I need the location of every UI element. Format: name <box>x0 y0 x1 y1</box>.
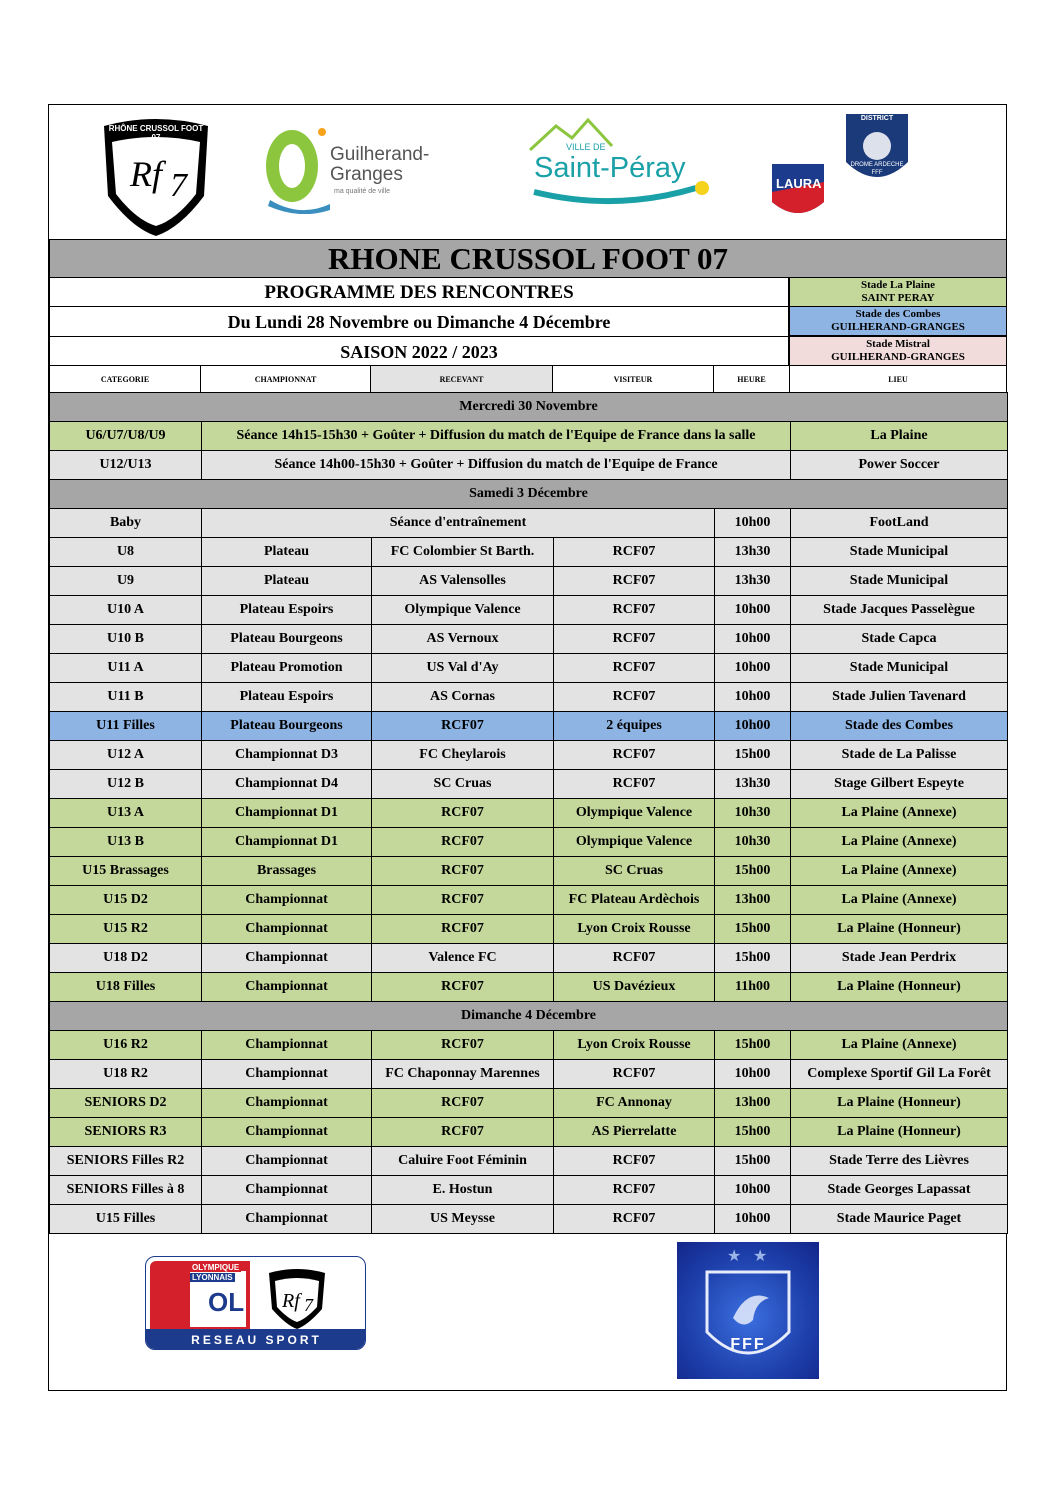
cell-lieu: Power Soccer <box>791 451 1008 480</box>
schedule-row <box>50 886 1008 915</box>
cell-lieu: Complexe Sportif Gil La Forêt <box>791 1060 1008 1089</box>
schedule-row <box>50 596 1008 625</box>
cell-visiteur: Olympique Valence <box>554 799 715 828</box>
cell-categorie: U15 Brassages <box>50 857 202 886</box>
laura-logo <box>770 162 826 222</box>
cell-lieu: Stade Capca <box>791 625 1008 654</box>
cell-lieu: La Plaine (Annexe) <box>791 799 1008 828</box>
cell-recevant: FC Cheylarois <box>372 741 554 770</box>
day-header-row <box>50 1002 1008 1031</box>
cell-recevant: Caluire Foot Féminin <box>372 1147 554 1176</box>
cell-lieu: La Plaine (Annexe) <box>791 1031 1008 1060</box>
cell-heure: 10h00 <box>715 1205 791 1234</box>
cell-categorie: U8 <box>50 538 202 567</box>
schedule-row <box>50 1031 1008 1060</box>
cell-categorie: U13 A <box>50 799 202 828</box>
cell-visiteur: RCF07 <box>554 741 715 770</box>
cell-championnat: Plateau Bourgeons <box>202 625 372 654</box>
district-logo <box>844 112 910 188</box>
rcf-logo-text: RHÔNE CRUSSOL FOOT 07 <box>108 124 204 142</box>
cell-championnat: Championnat <box>202 1118 372 1147</box>
cell-recevant: RCF07 <box>372 1031 554 1060</box>
cell-visiteur: RCF07 <box>554 1176 715 1205</box>
schedule-row <box>50 567 1008 596</box>
schedule-row <box>50 1118 1008 1147</box>
cell-lieu: Stade de La Palisse <box>791 741 1008 770</box>
schedule-row <box>50 1176 1008 1205</box>
cell-lieu: La Plaine (Annexe) <box>791 828 1008 857</box>
cell-championnat: Plateau Espoirs <box>202 596 372 625</box>
cell-championnat: Brassages <box>202 857 372 886</box>
cell-visiteur: RCF07 <box>554 683 715 712</box>
cell-heure: 13h30 <box>715 770 791 799</box>
day-header: Mercredi 30 Novembre <box>50 393 1008 422</box>
day-header: Dimanche 4 Décembre <box>50 1002 1008 1031</box>
cell-championnat: Championnat <box>202 944 372 973</box>
schedule-row <box>50 799 1008 828</box>
cell-heure: 10h00 <box>715 596 791 625</box>
cell-categorie: Baby <box>50 509 202 538</box>
schedule-row <box>50 973 1008 1002</box>
cell-heure: 15h00 <box>715 1118 791 1147</box>
cell-recevant: RCF07 <box>372 1118 554 1147</box>
cell-heure: 15h00 <box>715 915 791 944</box>
guilherand-line1: Guilherand- <box>330 144 430 165</box>
cell-recevant: SC Cruas <box>372 770 554 799</box>
ol-line1: OLYMPIQUE <box>192 1263 240 1272</box>
schedule-row <box>50 1205 1008 1234</box>
cell-categorie: U11 Filles <box>50 712 202 741</box>
ol-mark: OL <box>208 1287 245 1317</box>
col-header-lieu: LIEU <box>790 365 1007 393</box>
rcf-small-logo <box>266 1267 328 1329</box>
cell-categorie: U18 R2 <box>50 1060 202 1089</box>
guilherand-logo <box>260 122 435 214</box>
cell-categorie: U6/U7/U8/U9 <box>50 422 202 451</box>
guilherand-line2: Granges <box>330 164 403 185</box>
cell-visiteur: RCF07 <box>554 567 715 596</box>
cell-categorie: U12 B <box>50 770 202 799</box>
col-header-heure: HEURE <box>714 365 790 393</box>
cell-championnat: Championnat <box>202 1147 372 1176</box>
cell-recevant: Olympique Valence <box>372 596 554 625</box>
cell-visiteur: RCF07 <box>554 1205 715 1234</box>
saint-peray-logo <box>526 116 716 208</box>
cell-recevant: RCF07 <box>372 857 554 886</box>
cell-recevant: E. Hostun <box>372 1176 554 1205</box>
schedule-row <box>50 625 1008 654</box>
cell-championnat: Plateau <box>202 538 372 567</box>
cell-recevant: US Val d'Ay <box>372 654 554 683</box>
cell-categorie: SENIORS D2 <box>50 1089 202 1118</box>
cell-heure: 10h00 <box>715 509 791 538</box>
cell-categorie: U10 A <box>50 596 202 625</box>
schedule-row <box>50 654 1008 683</box>
cell-categorie: U11 B <box>50 683 202 712</box>
cell-categorie: U9 <box>50 567 202 596</box>
guilherand-tagline: ma qualité de ville <box>334 188 391 195</box>
season-title: SAISON 2022 / 2023 <box>49 336 789 366</box>
laura-text: LAURA <box>776 176 822 191</box>
cell-recevant: RCF07 <box>372 799 554 828</box>
cell-recevant: FC Colombier St Barth. <box>372 538 554 567</box>
cell-championnat: Championnat <box>202 1089 372 1118</box>
cell-visiteur: FC Plateau Ardèchois <box>554 886 715 915</box>
cell-visiteur: Lyon Croix Rousse <box>554 915 715 944</box>
svg-text:Rf: Rf <box>282 1290 300 1312</box>
cell-heure: 13h30 <box>715 567 791 596</box>
rcf-logo <box>100 116 212 238</box>
cell-heure: 11h00 <box>715 973 791 1002</box>
schedule-row <box>50 915 1008 944</box>
cell-visiteur: SC Cruas <box>554 857 715 886</box>
venue-combes-city: GUILHERAND-GRANGES <box>831 321 965 333</box>
schedule-row <box>50 770 1008 799</box>
cell-championnat: Championnat <box>202 1176 372 1205</box>
cell-lieu: Stade Municipal <box>791 567 1008 596</box>
cell-heure: 15h00 <box>715 1031 791 1060</box>
cell-heure: 13h00 <box>715 886 791 915</box>
venue-la-plaine-name: Stade La Plaine <box>861 279 935 291</box>
cell-lieu: La Plaine (Annexe) <box>791 886 1008 915</box>
cell-lieu: La Plaine (Honneur) <box>791 915 1008 944</box>
star-icon: ★ <box>753 1248 768 1265</box>
cell-championnat: Plateau Bourgeons <box>202 712 372 741</box>
schedule-row <box>50 683 1008 712</box>
schedule-row <box>50 712 1008 741</box>
day-header-row <box>50 393 1008 422</box>
cell-heure: 10h00 <box>715 683 791 712</box>
cell-heure: 13h30 <box>715 538 791 567</box>
cell-lieu: Stade Municipal <box>791 654 1008 683</box>
cell-heure: 10h00 <box>715 712 791 741</box>
cell-recevant: RCF07 <box>372 886 554 915</box>
cell-lieu: Stade Municipal <box>791 538 1008 567</box>
cell-heure: 10h30 <box>715 828 791 857</box>
col-header-recevant: RECEVANT <box>371 365 553 393</box>
cell-categorie: U18 D2 <box>50 944 202 973</box>
cell-lieu: La Plaine <box>791 422 1008 451</box>
cell-visiteur: Lyon Croix Rousse <box>554 1031 715 1060</box>
cell-visiteur: RCF07 <box>554 944 715 973</box>
cell-visiteur: RCF07 <box>554 625 715 654</box>
cell-recevant: FC Chaponnay Marennes <box>372 1060 554 1089</box>
ol-line2: LYONNAIS <box>192 1273 233 1282</box>
cell-visiteur: RCF07 <box>554 538 715 567</box>
schedule-row <box>50 1060 1008 1089</box>
cell-lieu: Stade Georges Lapassat <box>791 1176 1008 1205</box>
cell-heure: 15h00 <box>715 741 791 770</box>
cell-visiteur: FC Annonay <box>554 1089 715 1118</box>
cell-heure: 10h00 <box>715 1060 791 1089</box>
cell-categorie: SENIORS R3 <box>50 1118 202 1147</box>
svg-text:7: 7 <box>304 1295 313 1315</box>
cell-categorie: U16 R2 <box>50 1031 202 1060</box>
dates-title: Du Lundi 28 Novembre ou Dimanche 4 Décembre <box>49 306 789 336</box>
district-fff: FFF <box>871 170 883 176</box>
cell-recevant: AS Cornas <box>372 683 554 712</box>
cell-recevant: RCF07 <box>372 1089 554 1118</box>
cell-categorie: U15 Filles <box>50 1205 202 1234</box>
program-title: PROGRAMME DES RENCONTRES <box>49 277 789 306</box>
cell-recevant: AS Vernoux <box>372 625 554 654</box>
cell-visiteur: AS Pierrelatte <box>554 1118 715 1147</box>
col-header-categorie: CATEGORIE <box>49 365 201 393</box>
cell-visiteur: Olympique Valence <box>554 828 715 857</box>
schedule-row <box>50 828 1008 857</box>
venue-combes-name: Stade des Combes <box>855 308 941 320</box>
cell-heure: 10h00 <box>715 625 791 654</box>
venue-mistral-name: Stade Mistral <box>866 338 930 350</box>
day-header: Samedi 3 Décembre <box>50 480 1008 509</box>
saint-peray-small: VILLE DE <box>566 142 606 152</box>
cell-recevant: RCF07 <box>372 712 554 741</box>
cell-visiteur: RCF07 <box>554 1147 715 1176</box>
cell-heure: 13h00 <box>715 1089 791 1118</box>
cell-heure: 10h00 <box>715 1176 791 1205</box>
cell-recevant: RCF07 <box>372 828 554 857</box>
cell-lieu: Stade des Combes <box>791 712 1008 741</box>
cell-categorie: SENIORS Filles à 8 <box>50 1176 202 1205</box>
svg-text:Rf: Rf <box>130 154 162 194</box>
cell-recevant: US Meysse <box>372 1205 554 1234</box>
cell-heure: 15h00 <box>715 1147 791 1176</box>
col-header-championnat: CHAMPIONNAT <box>201 365 371 393</box>
schedule-row <box>50 422 1008 451</box>
cell-heure: 10h30 <box>715 799 791 828</box>
cell-championnat: Championnat <box>202 915 372 944</box>
schedule-row <box>50 451 1008 480</box>
cell-championnat: Championnat <box>202 973 372 1002</box>
cell-lieu: Stade Maurice Paget <box>791 1205 1008 1234</box>
schedule-row <box>50 509 1008 538</box>
cell-recevant: RCF07 <box>372 915 554 944</box>
schedule-row <box>50 741 1008 770</box>
cell-championnat: Championnat D4 <box>202 770 372 799</box>
cell-categorie: U10 B <box>50 625 202 654</box>
cell-visiteur: 2 équipes <box>554 712 715 741</box>
col-header-visiteur: VISITEUR <box>553 365 714 393</box>
cell-recevant: AS Valensolles <box>372 567 554 596</box>
cell-lieu: Stade Jacques Passelègue <box>791 596 1008 625</box>
cell-categorie: U15 D2 <box>50 886 202 915</box>
club-title: RHONE CRUSSOL FOOT 07 <box>49 239 1007 277</box>
saint-peray-name: Saint-Péray <box>534 152 686 184</box>
cell-championnat: Championnat D1 <box>202 799 372 828</box>
day-header-row <box>50 480 1008 509</box>
venue-la-plaine <box>789 277 1007 307</box>
reseau-sport-band: RESEAU SPORT <box>146 1329 366 1350</box>
ol-reseau-sport-logo <box>145 1256 366 1350</box>
cell-lieu: Stage Gilbert Espeyte <box>791 770 1008 799</box>
cell-visiteur: RCF07 <box>554 1060 715 1089</box>
schedule-row <box>50 944 1008 973</box>
cell-championnat: Plateau <box>202 567 372 596</box>
cell-visiteur: RCF07 <box>554 770 715 799</box>
schedule-table <box>49 392 1008 1234</box>
cell-categorie: U15 R2 <box>50 915 202 944</box>
svg-text:7: 7 <box>170 167 187 204</box>
cell-description: Séance 14h15-15h30 + Goûter + Diffusion du match de l'Equipe de France dans la salle <box>202 422 791 451</box>
venue-mistral <box>789 336 1007 366</box>
star-icon: ★ <box>727 1248 742 1265</box>
cell-categorie: U11 A <box>50 654 202 683</box>
cell-heure: 10h00 <box>715 654 791 683</box>
cell-lieu: La Plaine (Honneur) <box>791 1118 1008 1147</box>
cell-recevant: RCF07 <box>372 973 554 1002</box>
district-top: DISTRICT <box>860 115 894 122</box>
cell-categorie: U13 B <box>50 828 202 857</box>
cell-categorie: U12/U13 <box>50 451 202 480</box>
schedule-row <box>50 1147 1008 1176</box>
cell-championnat: Championnat D3 <box>202 741 372 770</box>
venue-combes <box>789 306 1007 336</box>
cell-lieu: FootLand <box>791 509 1008 538</box>
schedule-row <box>50 857 1008 886</box>
cell-championnat: Championnat <box>202 1205 372 1234</box>
cell-championnat: Plateau Espoirs <box>202 683 372 712</box>
cell-categorie: U12 A <box>50 741 202 770</box>
cell-recevant: Valence FC <box>372 944 554 973</box>
cell-championnat: Championnat <box>202 1031 372 1060</box>
schedule-row <box>50 1089 1008 1118</box>
cell-lieu: La Plaine (Honneur) <box>791 1089 1008 1118</box>
venue-mistral-city: GUILHERAND-GRANGES <box>831 351 965 363</box>
cell-description: Séance 14h00-15h30 + Goûter + Diffusion du match de l'Equipe de France <box>202 451 791 480</box>
cell-championnat: Championnat <box>202 1060 372 1089</box>
cell-lieu: La Plaine (Annexe) <box>791 857 1008 886</box>
cell-championnat: Plateau Promotion <box>202 654 372 683</box>
cell-categorie: U18 Filles <box>50 973 202 1002</box>
cell-description: Séance d'entraînement <box>202 509 715 538</box>
fff-logo <box>677 1242 819 1379</box>
cell-championnat: Championnat <box>202 886 372 915</box>
cell-heure: 15h00 <box>715 944 791 973</box>
cell-visiteur: RCF07 <box>554 596 715 625</box>
venue-la-plaine-city: SAINT PERAY <box>861 292 935 304</box>
fff-text: FFF <box>730 1336 766 1353</box>
cell-lieu: Stade Terre des Lièvres <box>791 1147 1008 1176</box>
cell-visiteur: RCF07 <box>554 654 715 683</box>
cell-visiteur: US Davézieux <box>554 973 715 1002</box>
cell-heure: 15h00 <box>715 857 791 886</box>
schedule-row <box>50 538 1008 567</box>
cell-lieu: La Plaine (Honneur) <box>791 973 1008 1002</box>
cell-lieu: Stade Julien Tavenard <box>791 683 1008 712</box>
district-mid: DROME ARDECHE <box>850 162 904 168</box>
cell-lieu: Stade Jean Perdrix <box>791 944 1008 973</box>
cell-categorie: SENIORS Filles R2 <box>50 1147 202 1176</box>
cell-championnat: Championnat D1 <box>202 828 372 857</box>
